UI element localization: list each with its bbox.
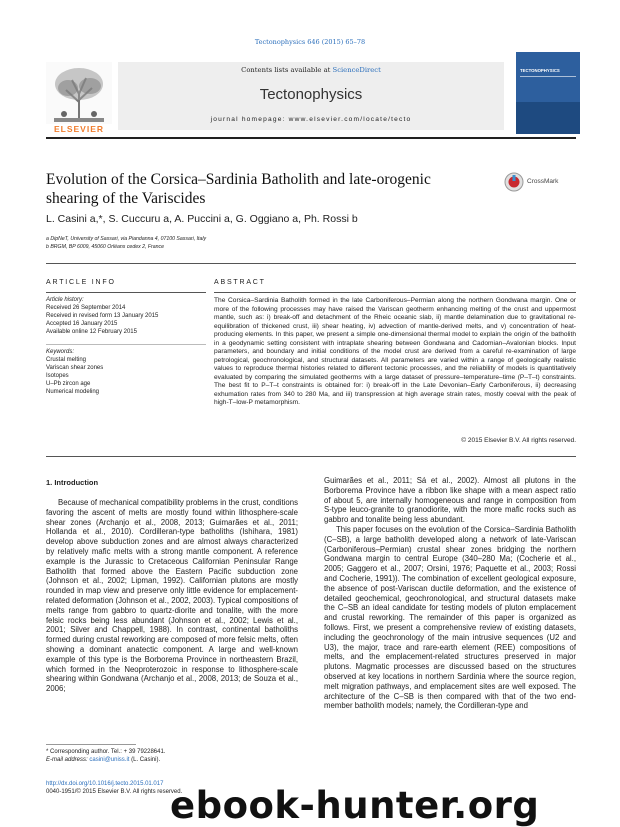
history-received: Received 26 September 2014: [46, 305, 126, 311]
article-info-rule: [46, 292, 206, 293]
history-accepted: Accepted 16 January 2015: [46, 321, 118, 327]
abstract-text: The Corsica–Sardinia Batholith formed in the late Carboniferous–Permian along the northern Gondwana margin. One or more of the following processes may have raised the Variscan geotherm enhancing melting of the crust and uppermost mantle, such as: i) break-off and detachment of the Rheic oceanic slab, ii) mantle delamination due to gravitational re-equilibration of thickened crust, iii) shear heating, iv) advection of mantle-derived melts, and v) concentration of heat-producing elements. In this paper, we present a simple one-dimensional thermal model to explain the origin of the batholith in a geodynamic setting consistent with intraplate shearing between Gondwana and Cadomian–Avalonian blocks. Input parameters, and boundary and initial conditions of the model crust are derived from a careful re-examination of large petrological, geochronological, and structural datasets. All parameters are varied within a range of geologically realistic values to reproduce thermal histories related to different tectonic processes, and the reliability of models is quantitatively evaluated by comparing the simulated geotherms with a large dataset of pressure–temperature–time (P–T–t) constraints. The best fit to P–T–t constraints is obtained for: i) break-off in the Late Devonian–Early Carboniferous, ii) decreasing exhumation rates from 340 to 280 Ma, and iii) transpression at high average strain rates, mostly coeval with the peak of high-T–low-P metamorphism.: [214, 297, 576, 406]
history-revised: Received in revised form 13 January 2015: [46, 313, 159, 319]
history-online: Available online 12 February 2015: [46, 329, 137, 335]
doi-link[interactable]: http://dx.doi.org/10.1016/j.tecto.2015.01.017: [46, 781, 164, 787]
footnote: [46, 748, 165, 764]
journal-reference[interactable]: Tectonophysics 646 (2015) 65–78: [254, 38, 366, 46]
intro-paragraph-continued: Guimarães et al., 2011; Sá et al., 2002). Almost all plutons in the Borborema Province have a ribbon like shape with a mean aspect ratio of about 5, are internally homogeneous and range in composition from S-type leuco-granite to granodiorite, with the more mafic rocks such as gabbro and tonalite being less abundant.: [324, 476, 576, 525]
journal-homepage[interactable]: journal homepage: www.elsevier.com/locate/tecto: [210, 116, 412, 123]
footnote-rule: [46, 744, 136, 745]
article-info-header: ARTICLE INFO: [46, 279, 116, 286]
corresponding-author: * Corresponding author. Tel.: + 39 79228641.: [46, 749, 166, 755]
email-suffix: (L. Casini).: [129, 757, 161, 763]
email-label: E-mail address:: [46, 757, 90, 763]
rights-line: 0040-1951/© 2015 Elsevier B.V. All rights reserved.: [46, 789, 183, 795]
cover-band: [516, 102, 580, 134]
keyword-item: Numerical modeling: [46, 389, 100, 395]
cover-rule: [520, 76, 576, 77]
keywords-rule: [46, 344, 206, 345]
doi-block: [46, 780, 182, 796]
body-rule: [46, 456, 576, 457]
masthead: [46, 52, 576, 132]
abstract-rule: [214, 292, 576, 293]
crossmark-label: CrossMark: [527, 178, 559, 185]
journal-title: Tectonophysics: [259, 86, 363, 103]
intro-paragraph: This paper focuses on the evolution of the Corsica–Sardinia Batholith (C–SB), a large batholith developed along a network of late-Variscan (Carboniferous–Permian) crustal shear zones bridging the northern Gondwana margin to central Europe (340–280 Ma; (Cocherie et al., 2005; Gaggero et al., 2007; Orsini, 1976; Paquette et al., 2003; Rossi and Cocherie, 1991)). The combination of excellent geological exposure, the absence of post-Variscan ductile deformation, and the existence of detailed geochemical, geochronological, and structural datasets make the C–SB an ideal candidate for testing models of pluton emplacement and crustal reworking. The remainder of this paper is organized as follows. First, we present a comprehensive review of existing datasets, including the geochronology of the main intrusive sequences (U2 and U3), the major, trace and rare-earth element (REE) compositions of melts, and the emplacement-related structures preserved in major plutons. Magmatic processes are discussed based on the structures observed at key locations in northern Sardinia where the source region, melt migration pathways, and emplacement sites are well exposed. The architecture of the C–SB is then compared with that of the two end-member batholith models; namely, the Cordilleran-type and: [324, 524, 576, 711]
intro-paragraph: Because of mechanical compatibility problems in the crust, conditions favoring the ascent of melts are mostly found within lithosphere-scale shear zones (Archanjo et al., 2008, 2013; Guimarães et al., 2011; Hollanda et al., 2010). Cordilleran-type batholiths (Ishihara, 1981) develop above subduction zones and are almost always characterized by relatively mafic melts with a strong mantle component. A reference example is the Jurassic to Cretaceous Californian Peninsular Range Batholith that formed above the Eastern Pacific subduction zone (Johnson et al., 2002; Lipman, 1992). Californian plutons are mostly rounded in map view and preserve only little evidence for emplacement-related deformation (Johnson et al., 2002, 2003). Typical compositions of melts range from gabbro to quartz-diorite and tonalite, with the more felsic rocks being less abundant (Johnson et al., 2002; Lewis et al., 2001; Silver and Chappell, 1988). In contrast, continental batholiths formed during crustal reworking are composed of more felsic melts, often showing a dominant anatectic component. A large and well-known example of this type is the Borborema Province in northeastern Brazil, which formed in the Neoproterozoic in response to lithosphere-scale shearing within Gondwana (Archanjo et al., 2008, 2013; de Souza et al., 2006;: [46, 498, 298, 694]
affiliation-a: a DipNeT, University of Sassari, via Piandanna 4, 07100 Sassari, Italy: [46, 236, 207, 242]
crossmark-icon: [504, 172, 524, 192]
keyword-item: Isotopes: [46, 373, 69, 379]
affiliation-b: b BRGM, BP 6009, 45060 Orléans cedex 2, France: [46, 244, 165, 250]
paper-title: Evolution of the Corsica–Sardinia Batholith and late-orogenic shearing of the Variscides: [46, 171, 431, 207]
section-heading-introduction: 1. Introduction: [46, 478, 99, 487]
keyword-item: Variscan shear zones: [46, 365, 104, 371]
abstract-header: ABSTRACT: [214, 279, 266, 286]
journal-cover-image: [516, 52, 580, 134]
masthead-rule: [46, 137, 576, 139]
cover-title: TECTONOPHYSICS: [520, 68, 560, 73]
body-column-right: [324, 476, 576, 806]
contents-line: [46, 66, 576, 74]
abstract-copyright: © 2015 Elsevier B.V. All rights reserved.: [461, 437, 576, 444]
body-column-left: [46, 498, 298, 742]
keyword-item: Crustal melting: [46, 357, 87, 363]
email-link[interactable]: casini@uniss.it: [89, 757, 130, 763]
keywords-label: Keywords:: [46, 349, 75, 355]
watermark: ebook-hunter.org: [170, 784, 540, 827]
crossmark-badge[interactable]: [504, 172, 576, 192]
author-list: L. Casini a,*, S. Cuccuru a, A. Puccini a, G. Oggiano a, Ph. Rossi b: [46, 213, 358, 225]
sciencedirect-link[interactable]: ScienceDirect: [332, 66, 381, 74]
section-rule-top: [46, 263, 576, 264]
contents-prefix: Contents lists available at: [241, 66, 333, 74]
keyword-item: U–Pb zircon age: [46, 381, 91, 387]
history-label: Article history:: [46, 297, 84, 303]
elsevier-wordmark: ELSEVIER: [53, 124, 105, 134]
